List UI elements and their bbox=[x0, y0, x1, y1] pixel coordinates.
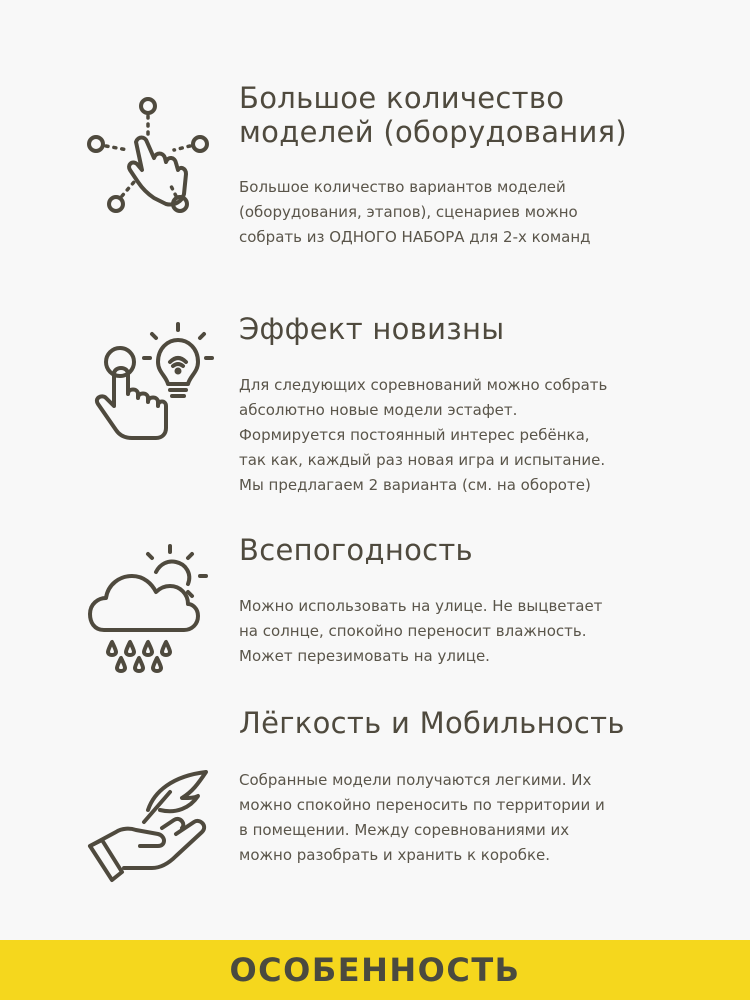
feature-1-description bbox=[239, 175, 729, 250]
cloud-sun-rain-icon bbox=[82, 538, 218, 674]
feature-3-desc-line-3: Может перезимовать на улице. bbox=[239, 647, 490, 665]
feature-1-title-line-2: моделей (оборудования) bbox=[239, 115, 628, 149]
feature-1-desc-line-2: (оборудования, этапов), сценариев можно bbox=[239, 203, 578, 221]
feature-4-desc-line-4: можно разобрать и хранить к коробке. bbox=[239, 846, 551, 864]
finger-lightbulb-icon bbox=[82, 318, 218, 454]
feature-1-title bbox=[239, 81, 729, 149]
feature-3-title bbox=[239, 533, 729, 567]
feature-3-desc-line-2: на солнце, спокойно переносит влажность. bbox=[239, 622, 587, 640]
feature-4-title-line-1: Лёгкость и Мобильность bbox=[239, 706, 625, 740]
feature-1-title-line-1: Большое количество bbox=[239, 81, 565, 115]
feature-2-desc-line-1: Для следующих соревнований можно собрать bbox=[239, 376, 608, 394]
feature-2-desc-line-2: абсолютно новые модели эстафет. bbox=[239, 401, 518, 419]
feature-4-title bbox=[239, 706, 729, 740]
footer-banner bbox=[0, 940, 750, 1000]
feature-3-desc-line-1: Можно использовать на улице. Не выцветает bbox=[239, 597, 603, 615]
feature-1-desc-line-3: собрать из ОДНОГО НАБОРА для 2-х команд bbox=[239, 228, 591, 246]
feature-4-desc-line-3: в помещении. Между соревнованиями их bbox=[239, 821, 570, 839]
feature-4-desc-line-2: можно спокойно переносить по территории и bbox=[239, 796, 605, 814]
feature-3-title-line-1: Всепогодность bbox=[239, 533, 473, 567]
footer-label: ОСОБЕННОСТЬ bbox=[229, 951, 521, 989]
touch-network-icon bbox=[82, 90, 218, 226]
feature-2-title bbox=[239, 312, 729, 346]
feature-2-desc-line-3: Формируется постоянный интерес ребёнка, bbox=[239, 426, 590, 444]
feature-4-description bbox=[239, 768, 729, 868]
hand-feather-icon bbox=[82, 762, 218, 898]
feature-2-description bbox=[239, 373, 729, 498]
feature-4-desc-line-1: Собранные модели получаются легкими. Их bbox=[239, 771, 592, 789]
feature-2-desc-line-5: Мы предлагаем 2 варианта (см. на обороте) bbox=[239, 476, 591, 494]
feature-2-title-line-1: Эффект новизны bbox=[239, 312, 505, 346]
feature-1-desc-line-1: Большое количество вариантов моделей bbox=[239, 178, 566, 196]
feature-3-description bbox=[239, 594, 729, 669]
feature-2-desc-line-4: так как, каждый раз новая игра и испытание. bbox=[239, 451, 606, 469]
